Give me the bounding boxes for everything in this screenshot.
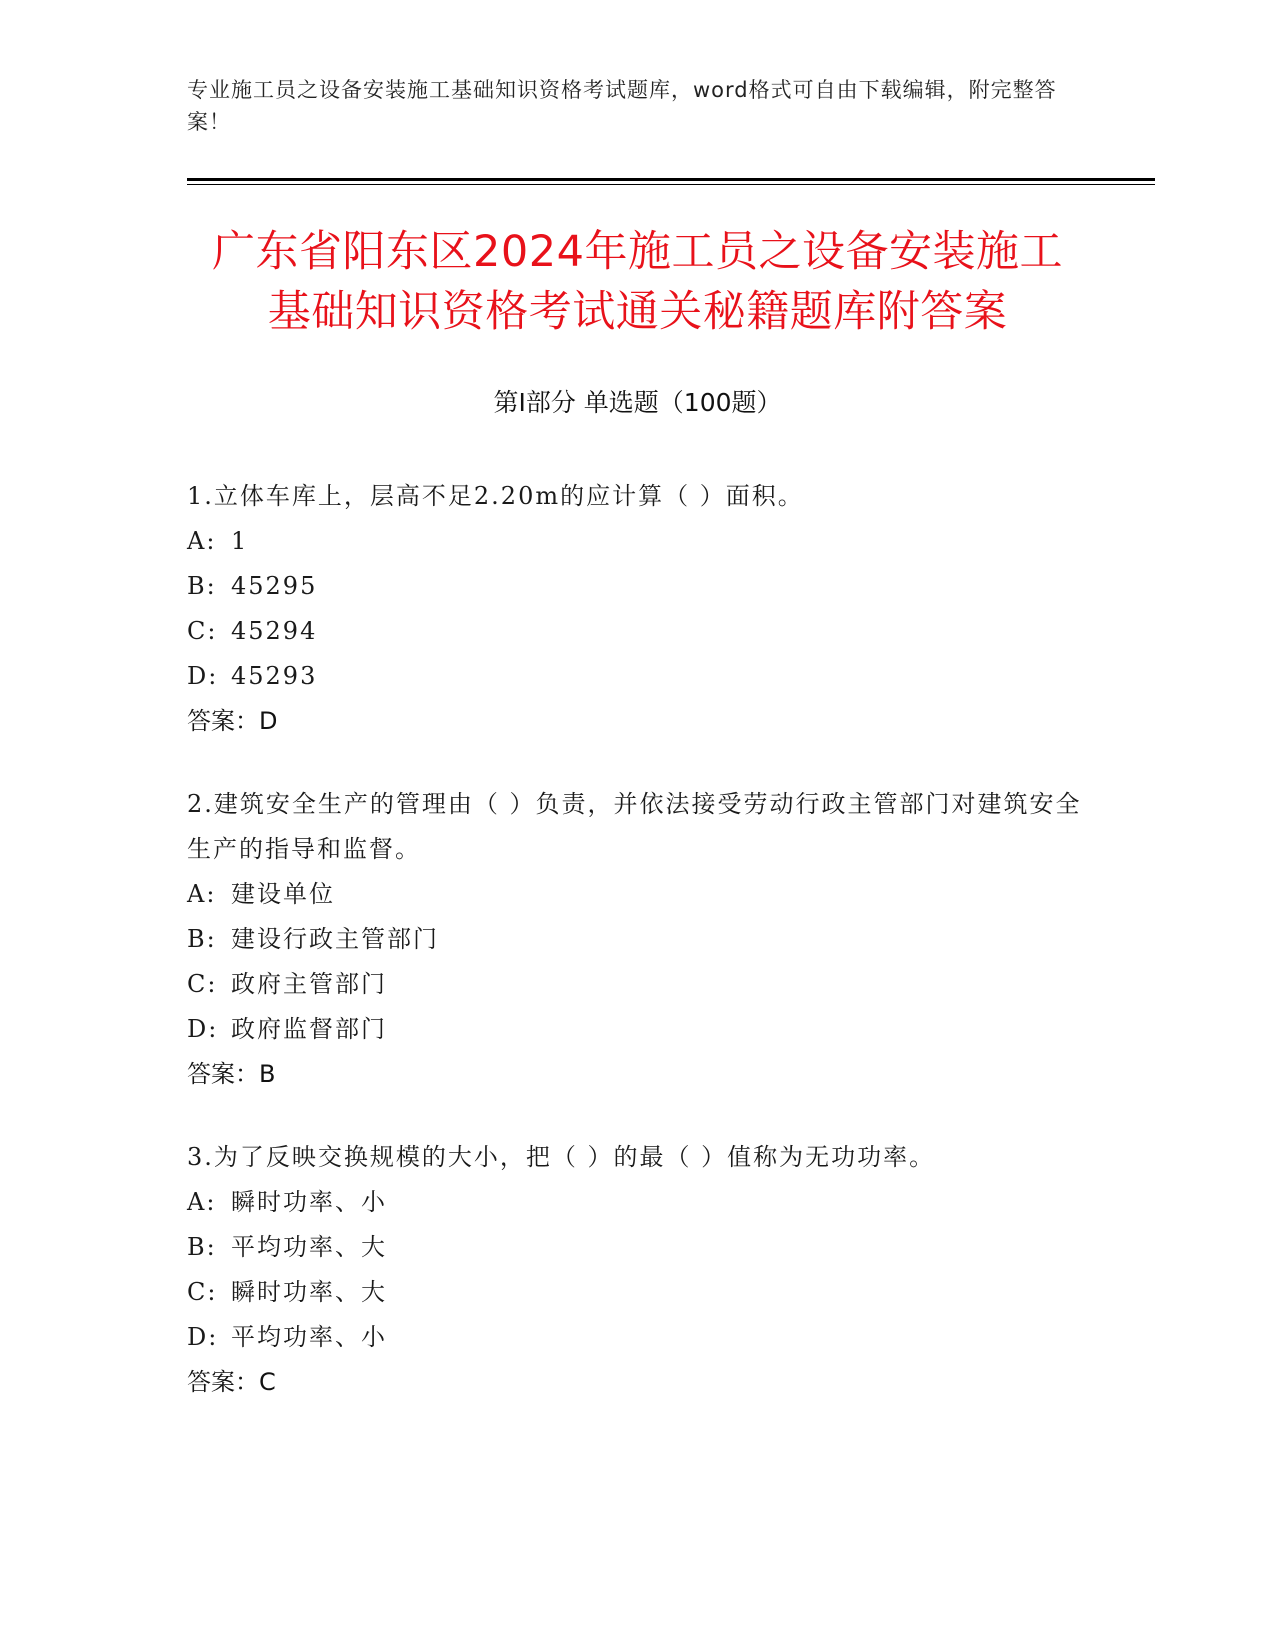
question-stem: 1.立体车库上，层高不足2.20m的应计算（ ）面积。 [187, 482, 804, 510]
option-text: 瞬时功率、小 [231, 1188, 387, 1216]
option-d [187, 1315, 1107, 1360]
option-letter: B: [187, 1233, 217, 1261]
question-2 [187, 782, 1107, 1097]
section-heading: 第Ⅰ部分 单选题（100题） [493, 388, 782, 417]
header-rule-thick [187, 178, 1155, 181]
title-line-2: 基础知识资格考试通关秘籍题库附答案 [267, 287, 1008, 337]
option-letter: D: [187, 1323, 219, 1351]
answer-line: 答案：D [187, 707, 278, 735]
answer-line: 答案：C [187, 1368, 276, 1396]
option-text: 政府主管部门 [231, 970, 387, 998]
option-text: 45294 [231, 617, 318, 645]
option-letter: A: [187, 1188, 217, 1216]
option-a [187, 872, 1107, 917]
option-c [187, 962, 1107, 1007]
option-b [187, 1225, 1107, 1270]
option-text: 建设行政主管部门 [231, 925, 439, 953]
option-letter: B: [187, 572, 217, 600]
header-rule-thin [187, 184, 1155, 185]
header-note: 专业施工员之设备安装施工基础知识资格考试题库，word格式可自由下载编辑，附完整答案！ [187, 78, 1057, 134]
option-text: 瞬时功率、大 [231, 1278, 387, 1306]
option-a [187, 519, 1107, 564]
option-text: 平均功率、小 [231, 1323, 387, 1351]
option-b [187, 917, 1107, 962]
question-stem: 2.建筑安全生产的管理由（ ）负责，并依法接受劳动行政主管部门对建筑安全生产的指导和监督。 [187, 790, 1082, 863]
option-d [187, 1007, 1107, 1052]
option-text: 45295 [231, 572, 318, 600]
option-text: 1 [231, 527, 249, 555]
option-text: 45293 [231, 662, 318, 690]
option-c [187, 1270, 1107, 1315]
option-letter: C: [187, 617, 218, 645]
option-letter: D: [187, 1015, 219, 1043]
option-text: 建设单位 [231, 880, 335, 908]
option-letter: C: [187, 970, 218, 998]
option-text: 政府监督部门 [231, 1015, 387, 1043]
answer-line: 答案：B [187, 1060, 276, 1088]
question-list [187, 474, 1107, 1443]
option-c [187, 609, 1107, 654]
document-title [150, 222, 1125, 342]
title-line-1: 广东省阳东区2024年施工员之设备安装施工 [212, 227, 1063, 277]
question-1 [187, 474, 1107, 744]
question-3 [187, 1135, 1107, 1405]
option-letter: B: [187, 925, 217, 953]
option-b [187, 564, 1107, 609]
option-letter: D: [187, 662, 219, 690]
option-a [187, 1180, 1107, 1225]
option-letter: A: [187, 527, 217, 555]
option-text: 平均功率、大 [231, 1233, 387, 1261]
option-letter: C: [187, 1278, 218, 1306]
option-d [187, 654, 1107, 699]
option-letter: A: [187, 880, 217, 908]
question-stem: 3.为了反映交换规模的大小，把（ ）的最（ ）值称为无功功率。 [187, 1143, 936, 1171]
